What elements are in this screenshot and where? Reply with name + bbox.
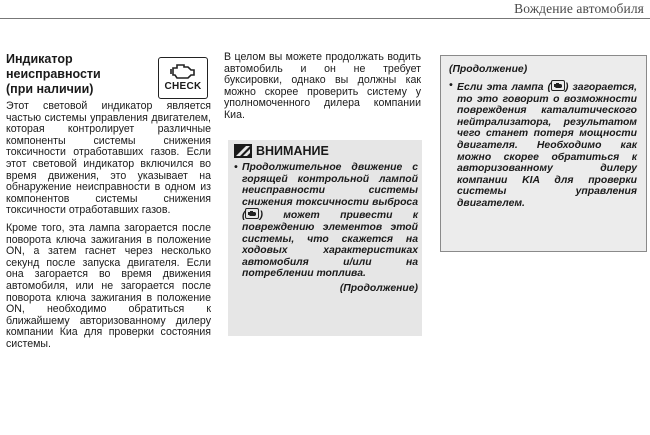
middle-paragraph: В целом вы можете продолжать водить автомобиль и он не требует буксировки, однако вы должны как можно скорее проверить систему у уполномоченного дилера компании Киа. <box>224 51 421 121</box>
warning-stripe-icon <box>234 144 252 158</box>
running-header <box>0 0 650 19</box>
check-label: CHECK <box>164 81 202 92</box>
section-title: Вождение автомобиля <box>514 1 644 16</box>
middle-column <box>224 52 421 122</box>
engine-lamp-icon <box>245 208 259 219</box>
bullet: • <box>449 80 453 91</box>
check-engine-icon <box>158 57 208 99</box>
warning-text: Продолжительное движение с горящей контрольной лампой неисправности системы снижения токсичности выброса ( ) может привести к повреждению элементов этой системы, что скажется на ходовых характеристиках автомобиля и/или на потреблении топлива. <box>242 162 418 280</box>
continuation-content <box>449 80 637 210</box>
continuation-title: (Продолжение) <box>449 64 528 75</box>
warning-content <box>234 162 418 295</box>
indicator-paragraph-1: Этот световой индикатор является частью системы управления двигателем, которая контролирует различные компоненты системы снижения токсичности отработавших газов. Если этот световой индикатор включился во время движения, это указывает на обнаружение неисправности в одном из компонентов системы снижения токсичности отработавших газов. <box>6 100 211 217</box>
continuation-box <box>440 55 647 252</box>
bullet: • <box>234 162 238 173</box>
warning-title: ВНИМАНИЕ <box>256 144 329 158</box>
warning-box <box>228 140 422 336</box>
indicator-section <box>6 52 211 350</box>
indicator-paragraph-2: Кроме того, эта лампа загорается после поворота ключа зажигания в положение ON, а затем гаснет через несколько секунд после запуска двигателя. Если она загорается во время движения автомобиля, или не загорается после поворота ключа зажигания в положение ON, необходимо обратиться к ближайшему авторизованному дилеру компании Киа для проверки состояния системы. <box>6 221 211 350</box>
engine-lamp-icon <box>551 80 565 91</box>
warning-heading <box>234 144 329 158</box>
continuation-text: Если эта лампа ( ) загорается, то это говорит о возможности повреждения каталитического нейтрализатора, результатом чего станет потеря мощности двигателя. Необходимо как можно скорее обратиться к авторизованному дилеру компании KIA для проверки системы управления двигателем. <box>457 82 637 209</box>
warning-continued: (Продолжение) <box>339 282 418 294</box>
indicator-heading: Индикатор неисправности (при наличии) <box>6 52 101 96</box>
